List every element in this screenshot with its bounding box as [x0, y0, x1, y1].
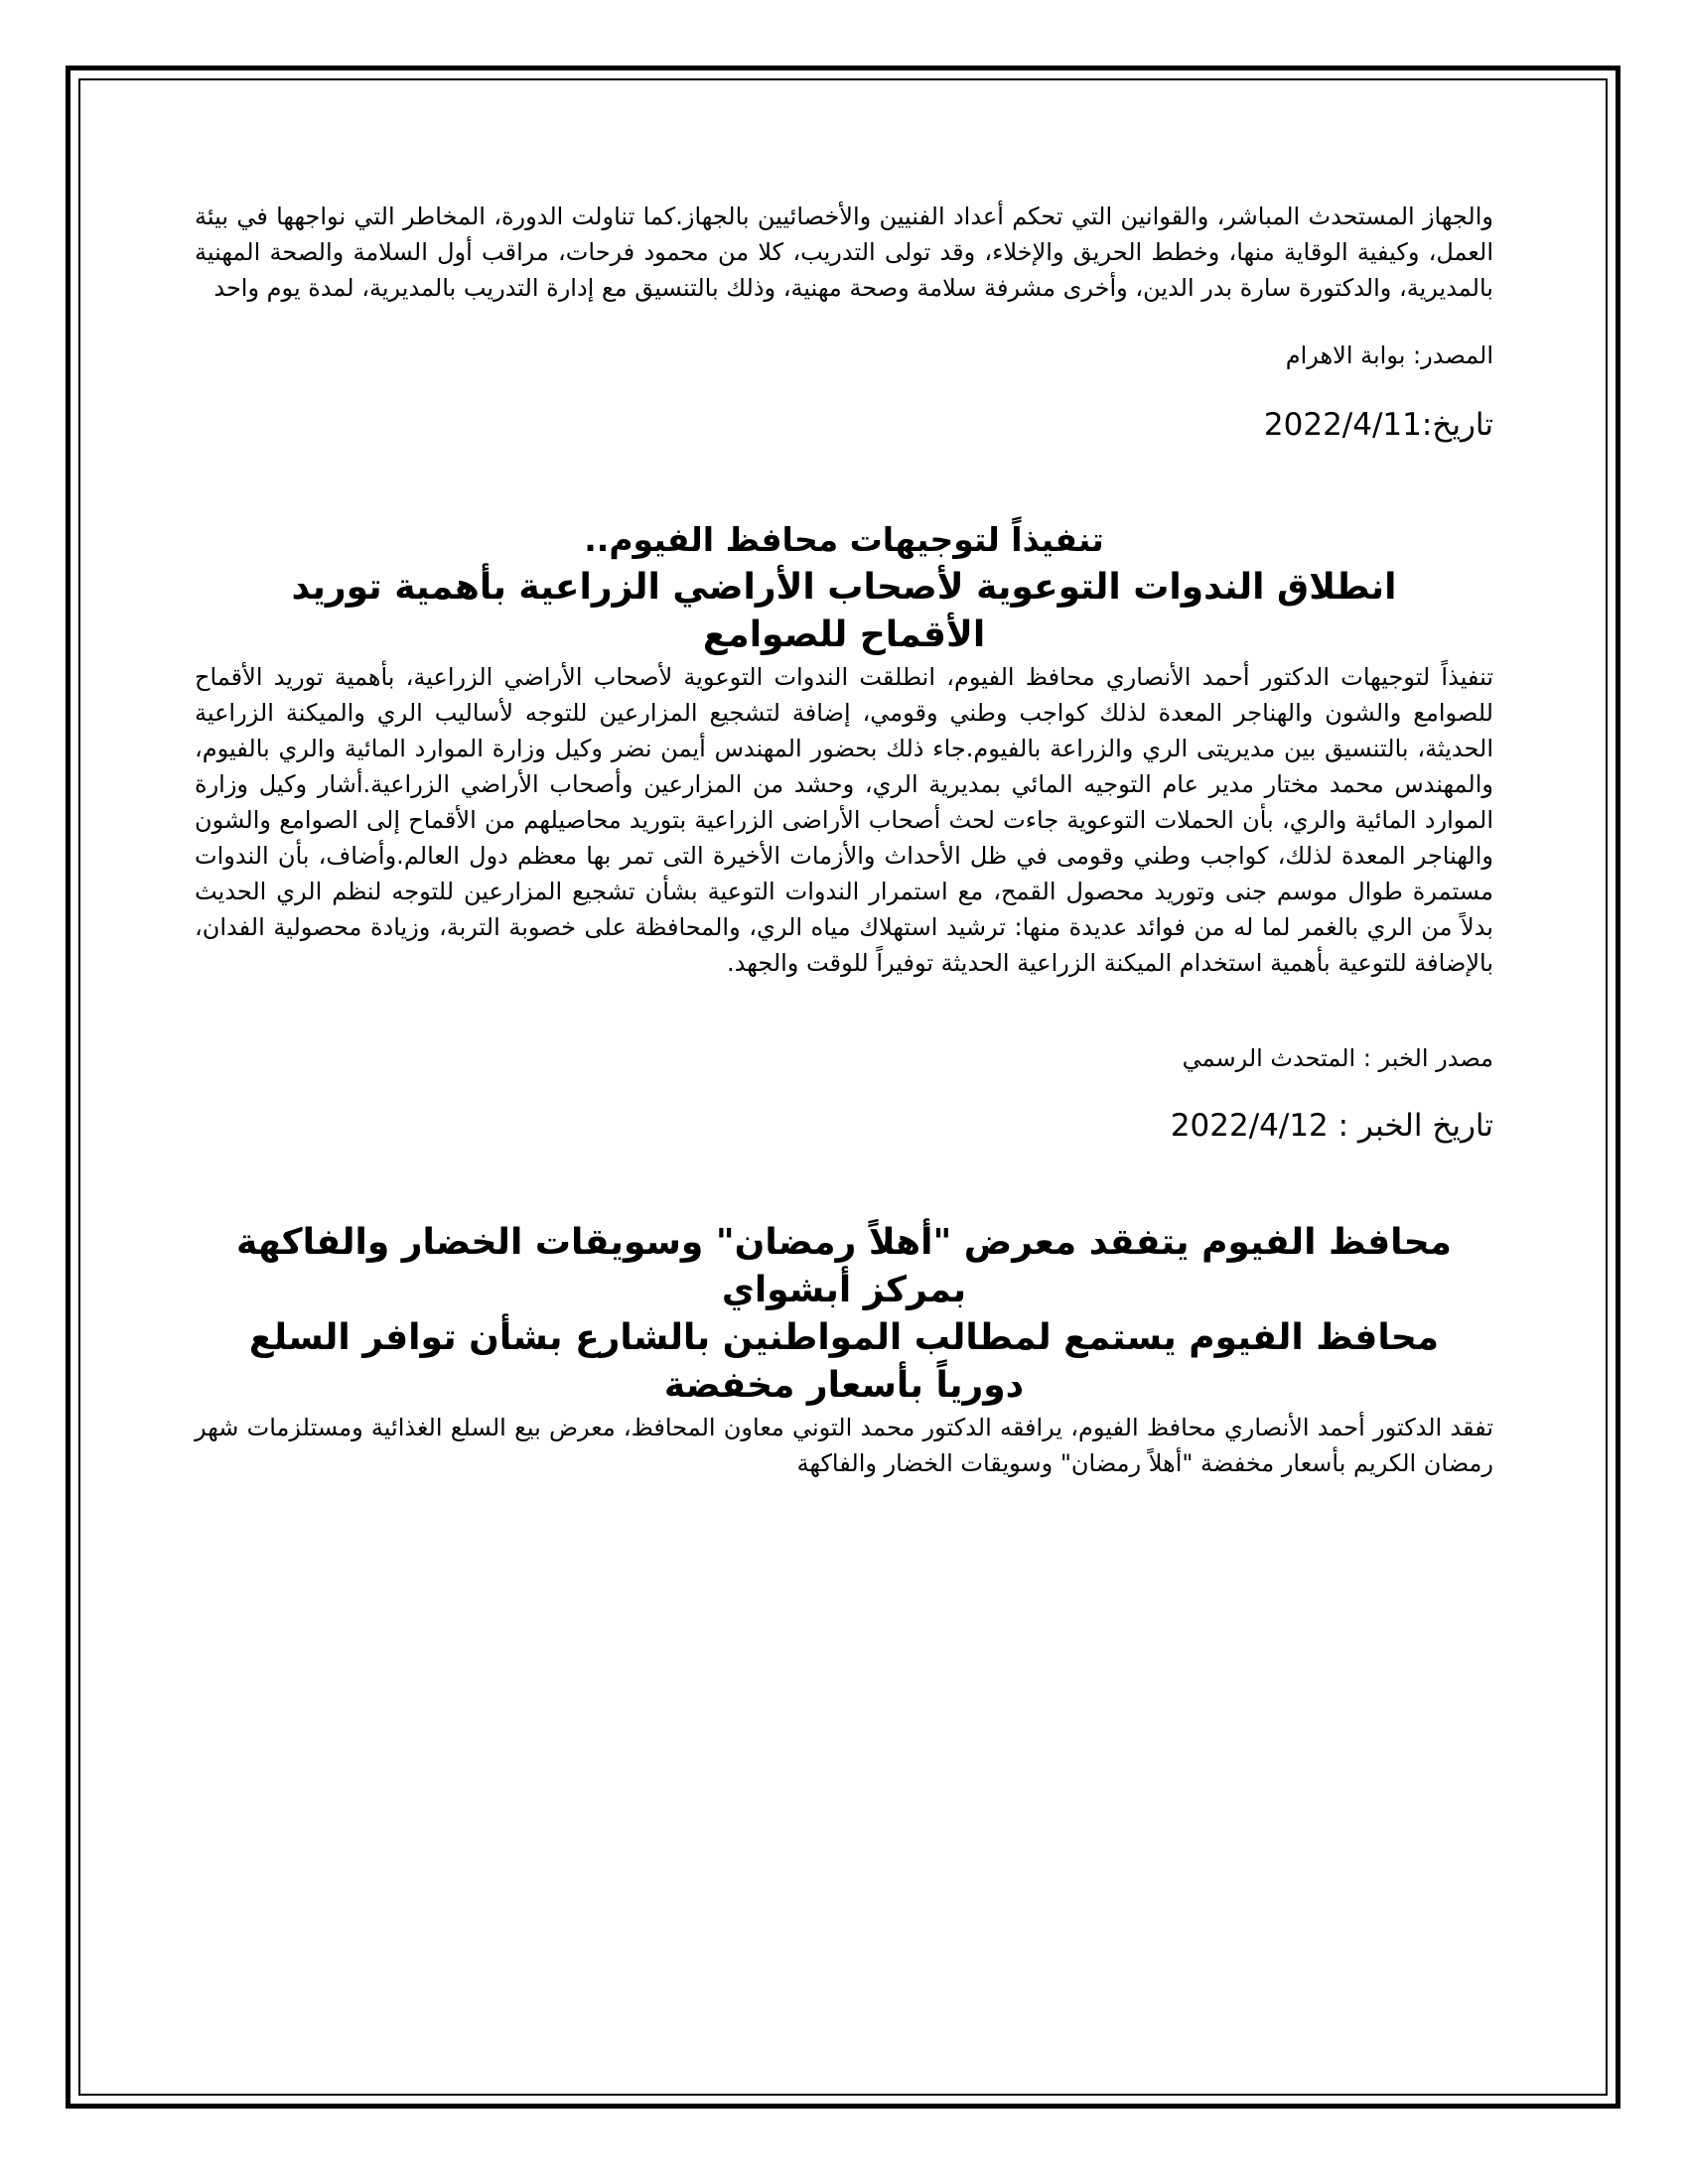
article-3-headline-2: محافظ الفيوم يستمع لمطالب المواطنين بالشارع بشأن توافر السلع دورياً بأسعار مخفضة	[248, 1317, 1440, 1406]
article-3-headline-1: محافظ الفيوم يتفقد معرض "أهلاً رمضان" وسويقات الخضار والفاكهة بمركز أبشواي	[236, 1222, 1452, 1310]
article-1-body: والجهاز المستحدث المباشر، والقوانين التي تحكم أعداد الفنيين والأخصائيين بالجهاز.كما تناولت الدورة، المخاطر التي نواجهها في بيئة العمل، وكيفية الوقاية منها، وخطط الحريق والإخلاء، وقد تولى التدريب، كلا من محمود فرحات، مراقب أول السلامة والصحة المهنية بالمديرية، والدكتورة سارة بدر الدين، وأخرى مشرفة سلامة وصحة مهنية، وذلك بالتنسيق مع إدارة التدريب بالمديرية، لمدة يوم واحد	[195, 203, 1493, 302]
article-1-date: تاريخ:2022/4/11	[1263, 407, 1493, 443]
article-2-body: تنفيذاً لتوجيهات الدكتور أحمد الأنصاري محافظ الفيوم، انطلقت الندوات التوعوية لأصحاب الأراضي الزراعية، بأهمية توريد الأقماح للصوامع والشون والهناجر المعدة لذلك كواجب وطني وقومي، إضافة لتشجيع المزارعين للتوجه لأساليب الري والميكنة الزراعية الحديثة، بالتنسيق بين مديريتى الري والزراعة بالفيوم.جاء ذلك بحضور المهندس أيمن نضر وكيل وزارة الموارد المائية والري بالفيوم، والمهندس محمد مختار مدير عام التوجيه المائي بمديرية الري، وحشد من المزارعين وأصحاب الأراضي الزراعية.أشار وكيل وزارة الموارد المائية والري، بأن الحملات التوعوية جاءت لحث أصحاب الأراضى الزراعية بتوريد محاصيلهم من الأقماح إلى الصوامع والشون والهناجر المعدة لذلك، كواجب وطني وقومى في ظل الأحداث والأزمات الأخيرة التى تمر بها معظم دول العالم.وأضاف، بأن الندوات مستمرة طوال موسم جنى وتوريد محصول القمح، مع استمرار الندوات التوعية بشأن تشجيع المزارعين للتوجه لنظم الري الحديث بدلاً من الري بالغمر لما له من فوائد عديدة منها: ترشيد استهلاك مياه الري، والمحافظة على خصوبة التربة، وزيادة محصولية الفدان، بالإضافة للتوعية بأهمية استخدام الميكنة الزراعية الحديثة توفيراً للوقت والجهد.	[195, 663, 1493, 977]
article-2-date: تاريخ الخبر : 2022/4/12	[1170, 1108, 1493, 1144]
document-content	[195, 199, 1493, 1481]
article-3-body: تفقد الدكتور أحمد الأنصاري محافظ الفيوم، يرافقه الدكتور محمد التوني معاون المحافظ، معرض بيع السلع الغذائية ومستلزمات شهر رمضان الكريم بأسعار مخفضة "أهلاً رمضان" وسويقات الخضار والفاكهة	[195, 1414, 1493, 1477]
article-2-headline-1: تنفيذاً لتوجيهات محافظ الفيوم..	[584, 520, 1104, 559]
article-1-source: المصدر: بوابة الاهرام	[1285, 341, 1493, 369]
article-2-headline-2: انطلاق الندوات التوعوية لأصحاب الأراضي الزراعية بأهمية توريد الأقماح للصوامع	[291, 567, 1397, 655]
article-3	[195, 1219, 1493, 1481]
article-1	[195, 199, 1493, 443]
article-2	[195, 516, 1493, 1144]
article-2-source: مصدر الخبر : المتحدث الرسمي	[1182, 1044, 1493, 1072]
